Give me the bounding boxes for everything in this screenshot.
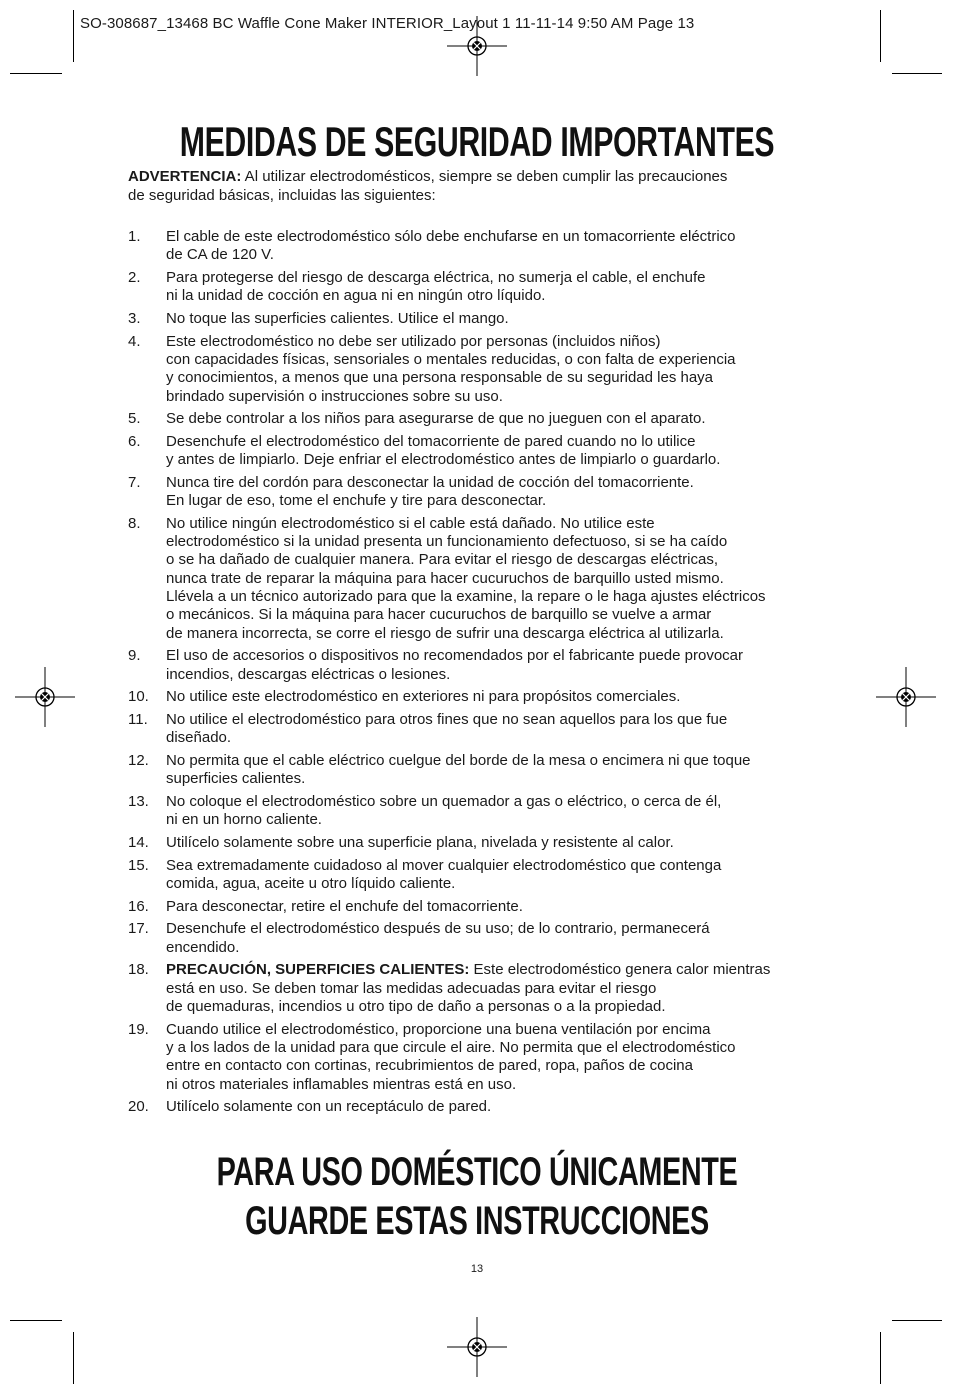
list-item [128, 1098, 838, 1116]
list-item-number: 10. [128, 688, 149, 706]
list-item-text-line: Para protegerse del riesgo de descarga eléctrica, no sumerja el cable, el enchufe [166, 268, 706, 286]
list-item-text-line: de manera incorrecta, se corre el riesgo de sufrir una descarga eléctrica al utilizarla. [166, 624, 724, 642]
list-item-text-line: de CA de 120 V. [166, 246, 274, 264]
list-item [128, 752, 838, 789]
list-item-number: 5. [128, 410, 141, 428]
list-item-text-line: El uso de accesorios o dispositivos no recomendados por el fabricante puede provocar [166, 647, 744, 665]
list-item-text-line: No toque las superficies calientes. Utilice el mango. [166, 309, 509, 327]
list-item-number: 9. [128, 647, 141, 665]
list-item-number: 7. [128, 473, 141, 491]
list-item-text-line: superficies calientes. [166, 770, 306, 788]
crop-mark-top-right-vertical [880, 10, 881, 62]
footer-heading-line-1: PARA USO DOMÉSTICO ÚNICAMENTE [216, 1150, 738, 1194]
list-item-number: 15. [128, 856, 149, 874]
page-number: 13 [470, 1263, 484, 1275]
list-item [128, 793, 838, 830]
list-item-text-line: No permita que el cable eléctrico cuelgue del borde de la mesa o encimera ni que toque [166, 752, 751, 770]
list-item [128, 898, 838, 916]
list-item [128, 474, 838, 511]
warning-label: ADVERTENCIA: [128, 168, 242, 185]
list-item-number: 2. [128, 268, 141, 286]
list-item-text-line: No utilice el electrodoméstico para otros fines que no sean aquellos para los que fue [166, 711, 728, 729]
list-item-text-line: Llévela a un técnico autorizado para que la examine, la repare o le haga ajustes eléctricos [166, 588, 766, 606]
list-item-text-line: o se ha dañado de cualquier manera. Para evitar el riesgo de descargas eléctricas, [166, 551, 718, 569]
list-item-text-line: Cuando utilice el electrodoméstico, proporcione una buena ventilación por encima [166, 1020, 711, 1038]
list-item-number: 17. [128, 920, 149, 938]
registration-mark-bottom-icon [447, 1317, 507, 1377]
list-item-number: 18. [128, 961, 149, 979]
registration-mark-right-icon [876, 667, 936, 727]
crop-mark-bottom-left-vertical [73, 1332, 74, 1384]
list-item-text-line: En lugar de eso, tome el enchufe y tire para desconectar. [166, 492, 547, 510]
list-item-text-line: incendios, descargas eléctricas o lesiones. [166, 665, 451, 683]
crop-mark-top-left-vertical [73, 10, 74, 62]
footer-heading-line-2: GUARDE ESTAS INSTRUCCIONES [245, 1199, 709, 1243]
list-item [128, 857, 838, 894]
list-item-number: 20. [128, 1098, 149, 1116]
warning-text-line-1: Al utilizar electrodomésticos, siempre se deben cumplir las precauciones [241, 168, 728, 185]
printer-slug-line: SO-308687_13468 BC Waffle Cone Maker INTERIOR_Layout 1 11-11-14 9:50 AM Page 13 [80, 15, 695, 32]
list-item-text-line: de quemaduras, incendios u otro tipo de daño a personas o a la propiedad. [166, 997, 666, 1015]
registration-mark-top-icon [447, 16, 507, 76]
list-item-number: 4. [128, 332, 141, 350]
list-item [128, 920, 838, 957]
list-item-bold-label: PRECAUCIÓN, SUPERFICIES CALIENTES: [166, 961, 470, 979]
list-item [128, 310, 838, 328]
list-item [128, 228, 838, 265]
list-item [128, 647, 838, 684]
list-item-text-line: Utilícelo solamente con un receptáculo de pared. [166, 1098, 492, 1116]
list-item-text-line: Desenchufe el electrodoméstico del tomacorriente de pared cuando no lo utilice [166, 432, 696, 450]
list-item-text-line: ni en un horno caliente. [166, 811, 322, 829]
list-item-text-line: y conocimientos, a menos que una persona responsable de su seguridad les haya [166, 369, 714, 387]
list-item [128, 688, 838, 706]
crop-mark-bottom-left-horizontal [10, 1320, 62, 1321]
list-item-text-line: diseñado. [166, 729, 232, 747]
list-item-text: Este electrodoméstico genera calor mientras [469, 961, 771, 979]
list-item-number: 12. [128, 752, 149, 770]
list-item-text-line: Utilícelo solamente sobre una superficie plana, nivelada y resistente al calor. [166, 833, 674, 851]
page-title: MEDIDAS DE SEGURIDAD IMPORTANTES [179, 118, 775, 165]
warning-text-line-2: de seguridad básicas, incluidas las siguientes: [128, 186, 436, 204]
list-item-number: 8. [128, 514, 141, 532]
list-item-number: 16. [128, 897, 149, 915]
list-item-text-line: encendido. [166, 938, 240, 956]
safety-instructions-list [128, 228, 838, 1121]
list-item-text-line: No coloque el electrodoméstico sobre un quemador a gas o eléctrico, o cerca de él, [166, 793, 722, 810]
registration-mark-left-icon [15, 667, 75, 727]
list-item-text-line [166, 961, 838, 979]
list-item [128, 961, 838, 1016]
list-item-text-line: ni otros materiales inflamables mientras está en uso. [166, 1075, 517, 1093]
list-item [128, 410, 838, 428]
list-item-number: 13. [128, 793, 149, 810]
list-item-number: 3. [128, 309, 141, 327]
list-item [128, 515, 838, 643]
list-item [128, 333, 838, 406]
list-item-text-line: Nunca tire del cordón para desconectar la unidad de cocción del tomacorriente. [166, 473, 694, 491]
list-item [128, 1021, 838, 1094]
list-item-text-line: No utilice ningún electrodoméstico si el cable está dañado. No utilice este [166, 514, 655, 532]
list-item-number: 19. [128, 1020, 149, 1038]
crop-mark-top-left-horizontal [10, 73, 62, 74]
list-item-text-line: Para desconectar, retire el enchufe del tomacorriente. [166, 897, 523, 915]
list-item-text-line: Se debe controlar a los niños para asegurarse de que no jueguen con el aparato. [166, 410, 706, 428]
list-item-text-line: ni la unidad de cocción en agua ni en ningún otro líquido. [166, 287, 546, 305]
crop-mark-bottom-right-horizontal [892, 1320, 942, 1321]
list-item-number: 6. [128, 432, 141, 450]
list-item-text-line: brindado supervisión o instrucciones sobre su uso. [166, 387, 503, 405]
list-item-text-line: Este electrodoméstico no debe ser utilizado por personas (incluidos niños) [166, 332, 661, 350]
list-item [128, 711, 838, 748]
list-item-text-line: No utilice este electrodoméstico en exteriores ni para propósitos comerciales. [166, 688, 681, 706]
list-item-text-line: Sea extremadamente cuidadoso al mover cualquier electrodoméstico que contenga [166, 856, 722, 874]
list-item-text-line: entre en contacto con cortinas, recubrimientos de pared, ropa, paños de cocina [166, 1057, 693, 1075]
list-item-text-line: o mecánicos. Si la máquina para hacer cucuruchos de barquillo se vuelve a armar [166, 606, 712, 624]
crop-mark-top-right-horizontal [892, 73, 942, 74]
list-item-number: 14. [128, 833, 149, 851]
footer-heading [134, 1148, 821, 1246]
warning-intro [128, 168, 828, 205]
list-item [128, 433, 838, 470]
list-item-text-line: Desenchufe el electrodoméstico después de su uso; de lo contrario, permanecerá [166, 920, 710, 938]
list-item-text-line: El cable de este electrodoméstico sólo debe enchufarse en un tomacorriente eléctrico [166, 228, 736, 245]
list-item-text-line: está en uso. Se deben tomar las medidas adecuadas para evitar el riesgo [166, 979, 657, 997]
list-item-text-line: y a los lados de la unidad para que circule el aire. No permita que el electrodoméstico [166, 1038, 736, 1056]
crop-mark-bottom-right-vertical [880, 1332, 881, 1384]
list-item-number: 1. [128, 228, 141, 245]
list-item-number: 11. [128, 711, 148, 729]
list-item-text-line: electrodoméstico si la unidad presenta un funcionamiento defectuoso, si se ha caído [166, 533, 728, 551]
list-item [128, 834, 838, 852]
list-item-text-line: con capacidades físicas, sensoriales o mentales reducidas, o con falta de experiencia [166, 350, 736, 368]
list-item-text-line: y antes de limpiarlo. Deje enfriar el electrodoméstico antes de limpiarlo o guardarlo. [166, 451, 721, 469]
list-item [128, 269, 838, 306]
list-item-text-line: comida, agua, aceite u otro líquido caliente. [166, 874, 456, 892]
list-item-text-line: nunca trate de reparar la máquina para hacer cucuruchos de barquillo usted mismo. [166, 569, 724, 587]
